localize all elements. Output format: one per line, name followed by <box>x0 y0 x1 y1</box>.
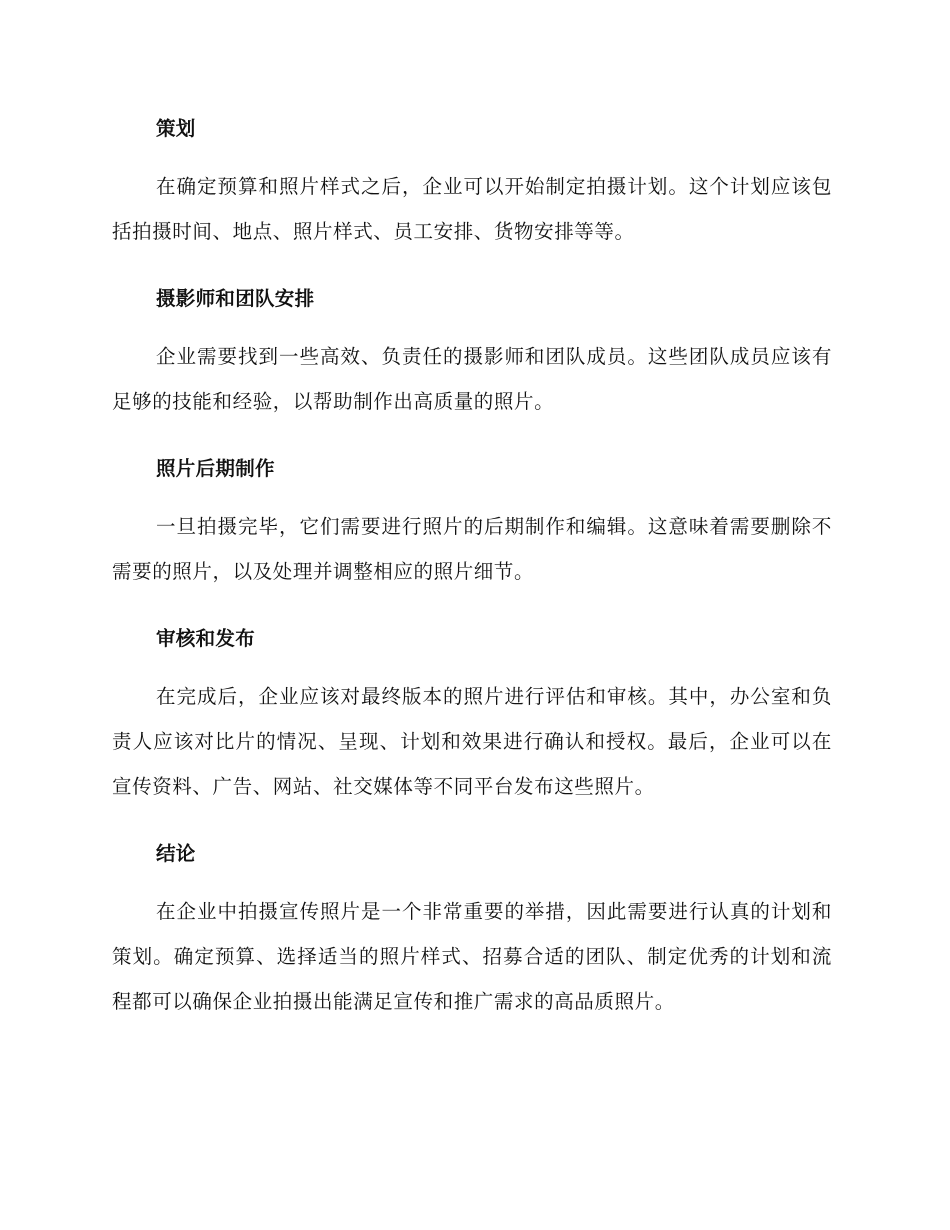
section-planning <box>112 106 832 254</box>
section-heading: 摄影师和团队安排 <box>156 287 315 310</box>
section-photographer-team <box>112 276 832 424</box>
section-heading: 策划 <box>156 117 196 140</box>
section-heading: 审核和发布 <box>156 627 256 650</box>
document-page <box>112 106 832 1046</box>
section-heading: 照片后期制作 <box>156 457 275 480</box>
section-conclusion <box>112 831 832 1024</box>
section-paragraph: 在企业中拍摄宣传照片是一个非常重要的举措，因此需要进行认真的计划和策划。确定预算、选择适当的照片样式、招募合适的团队、制定优秀的计划和流程都可以确保企业拍摄出能满足宣传和推广需求的高品质照片。 <box>112 900 832 1013</box>
section-paragraph: 企业需要找到一些高效、负责任的摄影师和团队成员。这些团队成员应该有足够的技能和经验，以帮助制作出高质量的照片。 <box>112 345 832 413</box>
section-paragraph: 在确定预算和照片样式之后，企业可以开始制定拍摄计划。这个计划应该包括拍摄时间、地点、照片样式、员工安排、货物安排等等。 <box>112 175 832 243</box>
section-review-publish <box>112 616 832 809</box>
section-heading: 结论 <box>156 842 196 865</box>
section-post-production <box>112 446 832 594</box>
section-paragraph: 在完成后，企业应该对最终版本的照片进行评估和审核。其中，办公室和负责人应该对比片的情况、呈现、计划和效果进行确认和授权。最后，企业可以在宣传资料、广告、网站、社交媒体等不同平台发布这些照片。 <box>112 685 832 798</box>
section-paragraph: 一旦拍摄完毕，它们需要进行照片的后期制作和编辑。这意味着需要删除不需要的照片，以及处理并调整相应的照片细节。 <box>112 515 832 583</box>
